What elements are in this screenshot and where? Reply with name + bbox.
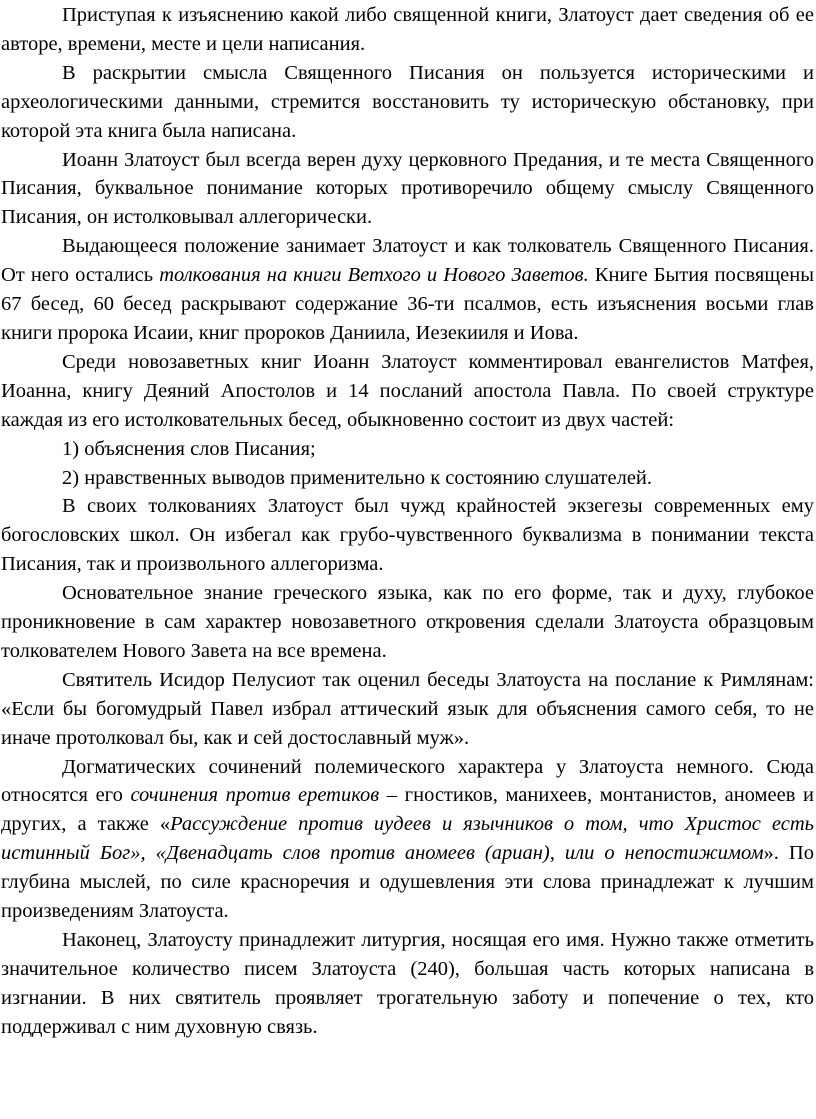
- text-run: Книге Бытия посвящены 67 бесед, 60 бесед раскрывают содержание 36-ти псалмов, есть изъяснения восьми глав книги пророка Исаии, книг пророков Даниила, Иезекииля и Иова.: [1, 264, 814, 344]
- text-run: Выдающееся положение занимает Златоуст и как толкователь Священного Писания. От него остались: [1, 235, 814, 287]
- text-run: Основательное знание греческого языка, как по его форме, так и духу, глубокое проникновение в сам характер новозаветного откровения сделали Златоуста образцовым толкователем Нового Завета на все времена.: [1, 582, 814, 662]
- text-run: Приступая к изъяснению какой либо священной книги, Златоуст дает сведения об ее авторе, времени, месте и цели написания.: [1, 4, 814, 55]
- text-run: Иоанн Златоуст был всегда верен духу церковного Предания, и те места Священного Писания, буквальное понимание которых противоречило общему смыслу Священного Писания, он истолковывал аллегорически.: [1, 148, 814, 229]
- text-run: Среди новозаветных книг Иоанн Златоуст комментировал евангелистов Матфея, Иоанна, книгу Деяний Апостолов и 14 посланий апостола Павла. По своей структуре каждая из его истолковательных бесед, обыкновенно состоит из двух частей:: [1, 350, 814, 431]
- text-run: ». По глубина мыслей, по силе красноречия и одушевления эти слова принадлежат к лучшим произведениям Златоуста.: [1, 842, 814, 923]
- paragraph: [1, 59, 814, 146]
- italic-text: толкования на книги Ветхого и Нового Заветов.: [159, 264, 589, 287]
- italic-text: Рассуждение против иудеев и язычников о том, что Христос есть истинный Бог», «Двенадцать слов против аномеев (ариан), или о непостижимом: [1, 813, 814, 865]
- paragraph: [1, 926, 814, 1042]
- text-run: Наконец, Златоусту принадлежит литургия, носящая его имя. Нужно также отметить значительное количество писем Златоуста (240), большая часть которых написана в изгнании. В них святитель проявляет трогательную заботу и попечение о тех, кто поддерживал с ним духовную связь.: [1, 929, 814, 1038]
- text-run: – гностиков, манихеев, монтанистов, аномеев и других, а также «: [1, 784, 814, 836]
- paragraph: [1, 435, 814, 464]
- text-run: В своих толкованиях Златоуст был чужд крайностей экзегезы современных ему богословских школ. Он избегал как грубо-чувственного буквализма в понимании текста Писания, так и произвольного аллегоризма.: [1, 495, 814, 576]
- paragraph: [1, 232, 814, 348]
- text-run: В раскрытии смысла Священного Писания он пользуется историческими и археологическими данными, стремится восстановить ту историческую обстановку, при которой эта книга была написана.: [1, 61, 814, 142]
- document-body: [1, 1, 814, 1042]
- paragraph: [1, 146, 814, 233]
- italic-text: сочинения против еретиков: [130, 784, 380, 807]
- paragraph: [1, 666, 814, 753]
- paragraph: [1, 492, 814, 579]
- paragraph: [1, 348, 814, 435]
- text-run: 1) объяснения слов Писания;: [62, 437, 316, 460]
- paragraph: [1, 579, 814, 666]
- text-run: 2) нравственных выводов применительно к состоянию слушателей.: [62, 466, 653, 489]
- text-run: Святитель Исидор Пелусиот так оценил беседы Златоуста на послание к Римлянам: «Если бы богомудрый Павел избрал аттический язык для объяснения самого себя, то не иначе протолковал бы, как и сей достославный муж».: [1, 668, 814, 749]
- text-run: Догматических сочинений полемического характера у Златоуста немного. Сюда относятся его: [1, 755, 814, 807]
- paragraph: [1, 753, 814, 926]
- paragraph: [1, 464, 814, 493]
- paragraph: [1, 1, 814, 59]
